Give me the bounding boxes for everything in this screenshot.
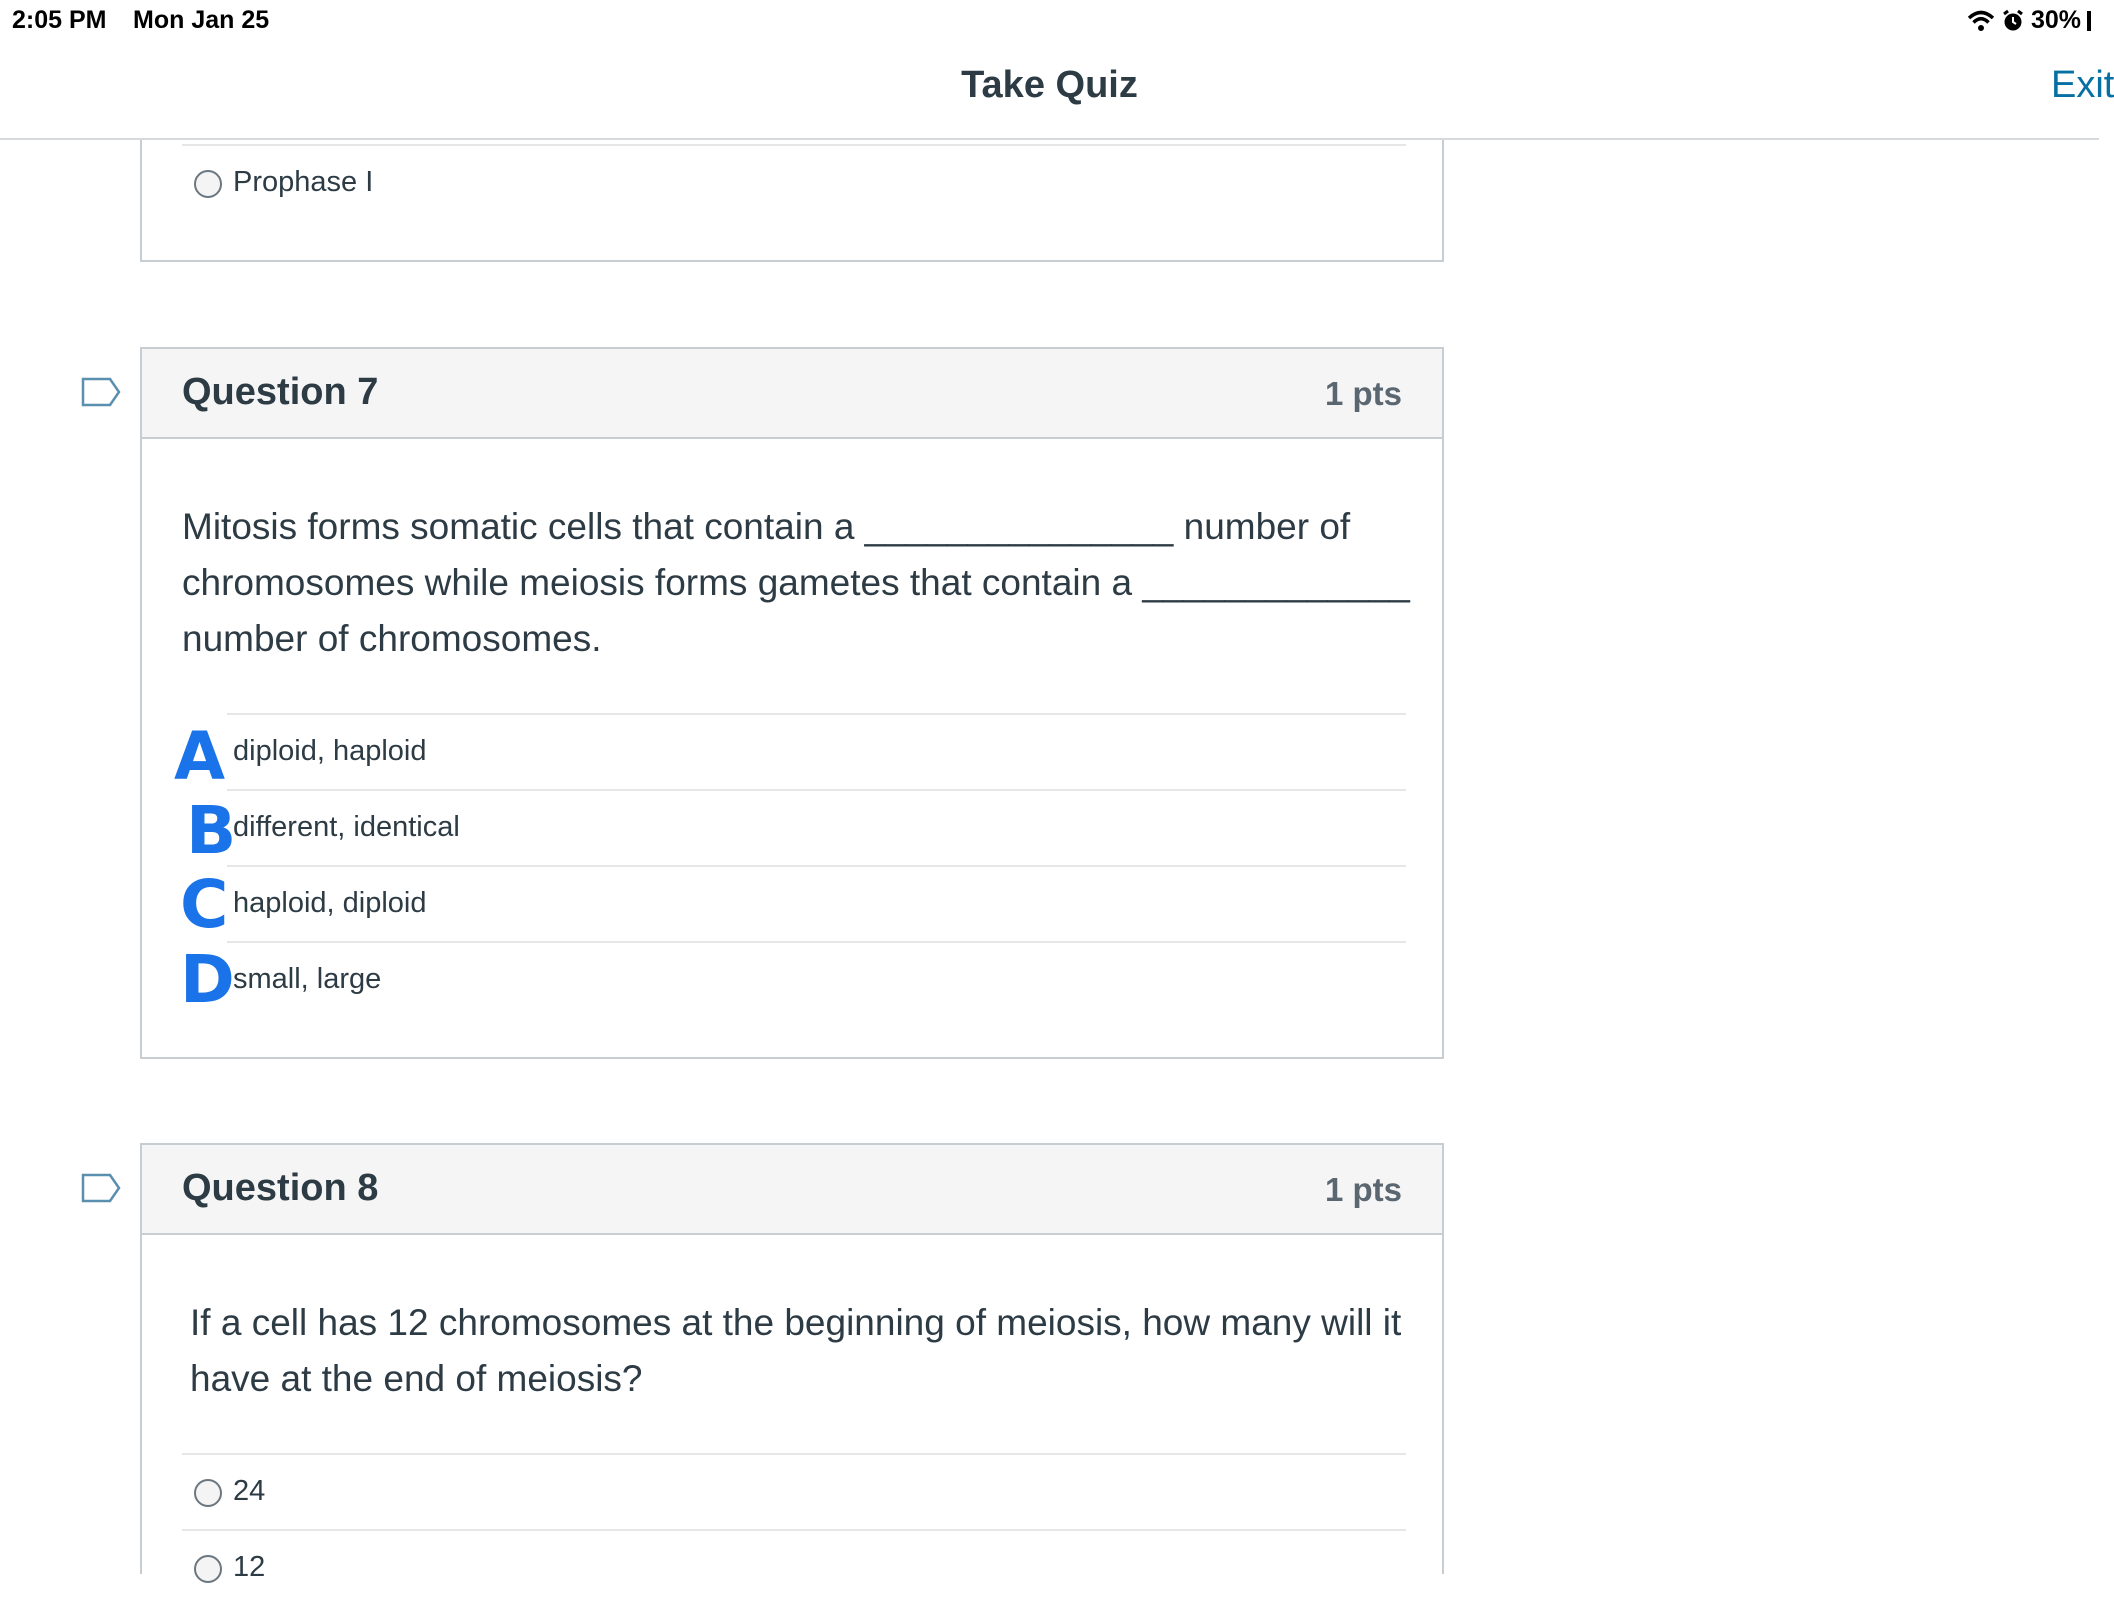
alarm-icon bbox=[2001, 9, 2025, 33]
answer-row[interactable] bbox=[182, 1529, 1406, 1605]
answer-label: diploid, haploid bbox=[233, 735, 427, 767]
answer-label: different, identical bbox=[233, 811, 460, 843]
status-bar bbox=[0, 0, 2099, 40]
wifi-icon bbox=[1967, 10, 1995, 32]
question-card-previous bbox=[140, 140, 1444, 262]
answer-row-b[interactable] bbox=[227, 789, 1406, 865]
answer-radio[interactable] bbox=[194, 170, 222, 198]
handwritten-letter-c: C bbox=[180, 866, 229, 943]
flag-question-icon[interactable] bbox=[80, 376, 122, 413]
handwritten-letter-d: D bbox=[180, 941, 235, 1018]
question-card-8 bbox=[140, 1143, 1444, 1583]
question-points: 1 pts bbox=[1324, 1171, 1402, 1208]
question-header bbox=[142, 349, 1442, 439]
status-time: 2:05 PM bbox=[12, 6, 107, 34]
answer-label: small, large bbox=[233, 963, 382, 995]
nav-bar bbox=[0, 40, 2114, 140]
answer-row[interactable] bbox=[182, 144, 1406, 220]
answer-row-d[interactable] bbox=[227, 941, 1406, 1017]
answer-radio[interactable] bbox=[194, 1555, 222, 1583]
question-header bbox=[142, 1145, 1442, 1235]
handwritten-letter-a: A bbox=[174, 718, 226, 795]
battery-percent: 30% bbox=[2030, 6, 2081, 34]
answer-label: 12 bbox=[233, 1551, 266, 1583]
handwritten-letter-b: B bbox=[186, 792, 237, 869]
question-text: If a cell has 12 chromosomes at the beginning of meiosis, how many will it have at the end of meiosis? bbox=[190, 1302, 1402, 1399]
question-title: Question 7 bbox=[182, 371, 379, 413]
battery-icon bbox=[2087, 9, 2093, 33]
answer-label: haploid, diploid bbox=[233, 887, 427, 919]
answer-row-a[interactable] bbox=[227, 713, 1406, 789]
question-text: Mitosis forms somatic cells that contain a _______________ number of chromosomes while meiosis forms gametes that contain a _____________ number of chromosomes. bbox=[182, 506, 1410, 659]
answer-radio[interactable] bbox=[194, 1479, 222, 1507]
answer-label: 24 bbox=[233, 1475, 266, 1507]
question-card-7 bbox=[140, 347, 1444, 1059]
answer-row-c[interactable] bbox=[227, 865, 1406, 941]
page-title: Take Quiz bbox=[961, 64, 1138, 106]
status-date: Mon Jan 25 bbox=[133, 6, 270, 34]
answer-row[interactable] bbox=[182, 1453, 1406, 1529]
answer-label: Prophase I bbox=[233, 166, 374, 198]
question-title: Question 8 bbox=[182, 1167, 379, 1209]
question-points: 1 pts bbox=[1324, 375, 1402, 412]
flag-question-icon[interactable] bbox=[80, 1172, 122, 1209]
exit-button[interactable]: Exit bbox=[2051, 64, 2114, 106]
status-indicators bbox=[1967, 6, 2093, 35]
